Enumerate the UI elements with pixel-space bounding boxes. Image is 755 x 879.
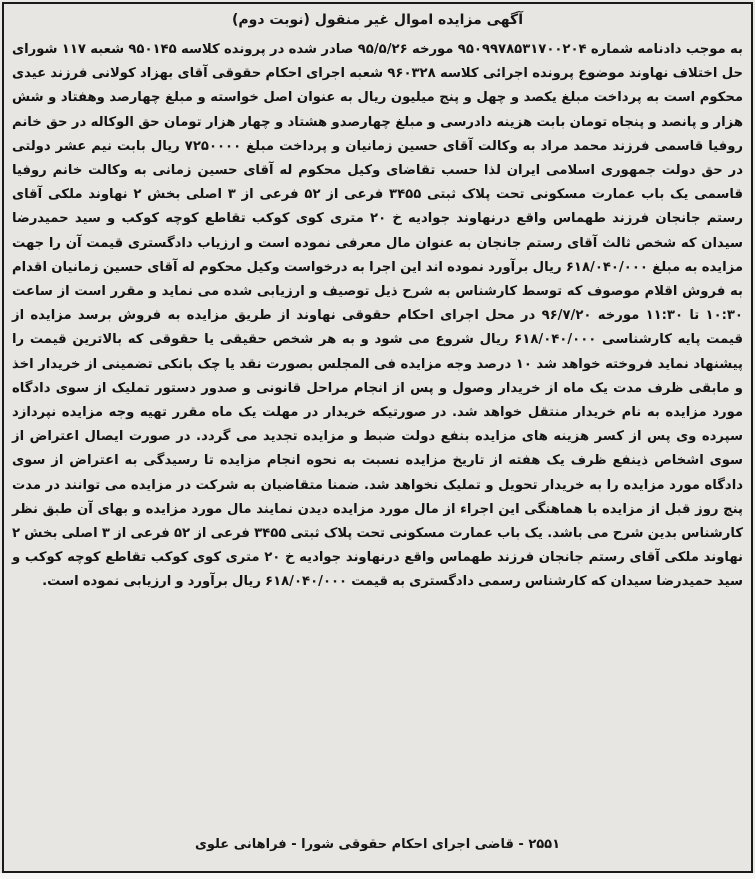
notice-signature: ۲۵۵۱ - قاضی اجرای احکام حقوقی شورا - فراهانی علوی: [194, 837, 561, 852]
notice-body: به موجب دادنامه شماره ۹۵۰۹۹۷۸۵۳۱۷۰۰۲۰۴ مورخه ۹۵/۵/۲۶ صادر شده در پرونده کلاسه ۹۵۰۱۴۵ شعبه ۱۱۷ شورای حل اختلاف نهاوند موضوع پرونده اجرائی کلاسه ۹۶۰۳۲۸ شعبه اجرای احکام حقوقی آقای بهزاد کولانی فرزند عیدی محکوم است به پرداخت مبلغ یکصد و چهل و پنج میلیون ریال به عنوان اصل خواسته و مبلغ چهارصد وهفتاد و شش هزار و پانصد و پنجاه تومان بابت هزینه دادرسی و مبلغ چهارصدو هشتاد و چهار هزار تومان حق الوکاله در حق خانم روفیا قاسمی فرزند محمد مراد به وکالت آقای حسین زمانیان و پرداخت مبلغ ۷۲۵۰۰۰۰ ریال بابت نیم عشر دولتی در حق دولت جمهوری اسلامی ایران لذا حسب تقاضای وکیل محکوم له آقای حسین زمانی به وکالت خانم روفیا قاسمی یک باب عمارت مسکونی تحت پلاک ثبتی ۳۴۵۵ فرعی از ۵۲ فرعی از ۳ اصلی بخش ۲ نهاوند ملکی آقای رستم جانجان فرزند طهماس واقع درنهاوند جوادیه خ ۲۰ متری کوی کوکب تقاطع کوچه کوکب و سید حمیدرضا سیدان که شخص ثالث آقای رستم جانجان به عنوان مال معرفی نموده است و ارزیاب دادگستری قیمت آن را جهت مزایده به مبلغ ۶۱۸/۰۴۰/۰۰۰ ریال برآورد نموده اند این اجرا به درخواست وکیل محکوم له آقای حسین زمانیان اقدام به فروش اقلام موصوف که توسط کارشناس به شرح ذیل توصیف و ارزیابی شده می نماید و مقرر است از ساعت ۱۰:۳۰ تا ۱۱:۳۰ مورخه ۹۶/۷/۲۰ در محل اجرای احکام حقوقی نهاوند از طریق مزایده به فروش برسد مزایده از قیمت پایه کارشناسی ۶۱۸/۰۴۰/۰۰۰ ریال شروع می شود و به هر شخص حقیقی یا حقوقی که بالاترین قیمت را پیشنهاد نماید فروخته خواهد شد ۱۰ درصد وجه مزایده فی المجلس بصورت نقد یا چک بانکی تضمینی از خریدار اخذ و مابقی ظرف مدت یک ماه از خریدار وصول و پس از انجام مراحل قانونی و صدور دستور تملیک از سوی دادگاه مورد مزایده به نام خریدار منتقل خواهد شد. در صورتیکه خریدار در مهلت یک ماه مقرر تهیه وجه مزایده نپردازد سپرده وی پس از کسر هزینه های مزایده بنفع دولت ضبط و مزایده تجدید می گردد. در صورت ایصال اعتراض از سوی اشخاص ذینفع ظرف یک هفته از تاریخ مزایده نسبت به نحوه انجام مزایده تا رسیدگی به اعتراض از سوی دادگاه مورد مزایده را به خریدار تحویل و تملیک نخواهد شد. ضمنا متقاضیان به شرکت در مزایده می توانند در مدت پنج روز قبل از مزایده با هماهنگی این اجراء از مال مورد مزایده دیدن نمایند مال مورد مزایده و بهای آن طبق نظر کارشناس بدین شرح می باشد. یک باب عمارت مسکونی تحت پلاک ثبتی ۳۴۵۵ فرعی از ۵۲ فرعی از ۳ اصلی بخش ۲ نهاوند ملکی آقای رستم جانجان فرزند طهماس واقع درنهاوند جوادیه خ ۲۰ متری کوی کوکب تقاطع کوچه کوکب و سید حمیدرضا سیدان که کارشناس رسمی دادگستری به قیمت ۶۱۸/۰۴۰/۰۰۰ ریال برآورد و ارزیابی نموده است.: [12, 42, 744, 590]
notice-frame: [2, 2, 753, 873]
notice-title: آگهی مزایده اموال غیر منقول (نوبت دوم): [232, 12, 523, 28]
page-edge: [0, 873, 755, 879]
